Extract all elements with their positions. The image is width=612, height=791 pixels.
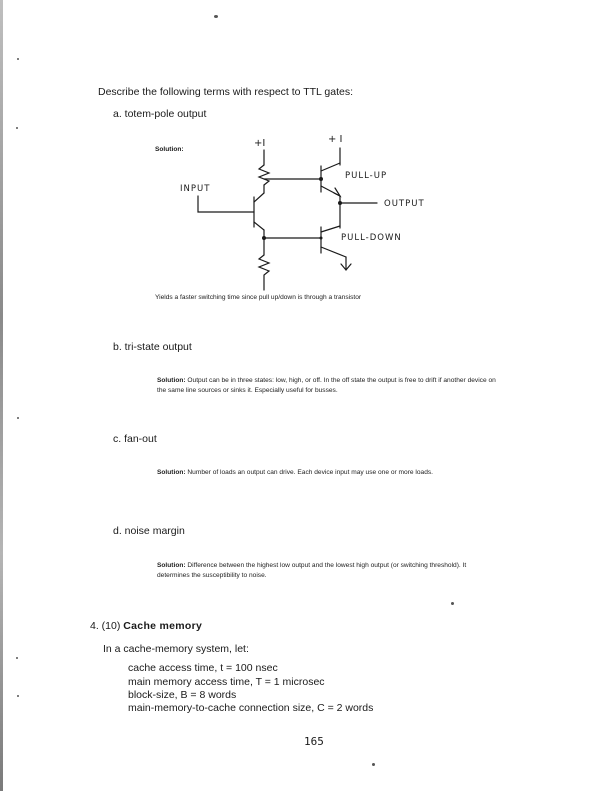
item-b-solution-label: Solution: xyxy=(157,377,186,384)
scan-speck xyxy=(372,763,375,766)
scan-speck xyxy=(17,695,19,697)
item-d-solution xyxy=(157,561,497,580)
left-resistor xyxy=(259,165,269,185)
supply-left-label: +I xyxy=(254,138,266,149)
variable-line: cache access time, t = 100 nsec xyxy=(128,662,278,674)
input-emitter xyxy=(254,222,264,230)
output-label: OUTPUT xyxy=(384,199,425,209)
junction-dot xyxy=(319,177,323,181)
variable-line: main memory access time, T = 1 microsec xyxy=(128,676,325,688)
section-4-intro: In a cache-memory system, let: xyxy=(103,643,249,655)
item-d-solution-label: Solution: xyxy=(157,562,186,569)
variable-line: block-size, B = 8 words xyxy=(128,689,237,701)
scan-speck xyxy=(17,417,19,419)
pull-up-emitter-arrow xyxy=(334,188,340,196)
item-a-title: a. totem-pole output xyxy=(113,108,207,120)
page-number: 165 xyxy=(304,735,324,748)
junction-dot xyxy=(338,201,342,205)
question-intro: Describe the following terms with respect to TTL gates: xyxy=(98,86,354,98)
pull-down-emitter xyxy=(321,247,346,257)
item-b-solution-text: Output can be in three states: low, high, or off. In the off state the output is free to drift if another device on the same line sources or sinks it. Especially useful for busses. xyxy=(157,377,496,394)
item-d-title: d. noise margin xyxy=(113,525,185,537)
pull-down-label: PULL-DOWN xyxy=(341,233,402,243)
scan-speck xyxy=(16,657,18,659)
section-4-title: Cache memory xyxy=(123,620,203,632)
item-b-title: b. tri-state output xyxy=(113,341,192,353)
item-b-solution xyxy=(157,376,497,395)
pull-up-collector xyxy=(321,163,340,171)
input-label: INPUT xyxy=(180,184,211,194)
pull-down-collector xyxy=(321,226,340,232)
item-c-solution-label: Solution: xyxy=(157,469,186,476)
scan-speck xyxy=(451,602,454,605)
section-4-number: 4. (10) xyxy=(90,620,121,632)
junction-dot xyxy=(320,237,323,240)
pull-up-label: PULL-UP xyxy=(345,171,388,181)
item-d-solution-text: Difference between the highest low output and the lowest high output (or switching threshold). It determines the susceptibility to noise. xyxy=(157,562,467,579)
item-c-solution-text: Number of loads an output can drive. Each device input may use one or more loads. xyxy=(187,469,433,476)
variable-line: main-memory-to-cache connection size, C = 2 words xyxy=(128,702,374,714)
input-collector xyxy=(254,193,264,202)
item-c-title: c. fan-out xyxy=(113,433,157,445)
input-wire xyxy=(198,196,254,212)
section-4-heading xyxy=(90,620,202,632)
supply-right-label: + I xyxy=(328,134,343,145)
item-c-solution xyxy=(157,468,497,478)
junction-dot xyxy=(262,236,266,240)
totem-pole-circuit-diagram xyxy=(0,0,612,320)
bottom-resistor xyxy=(259,255,269,290)
item-a-solution-label: Solution: xyxy=(155,146,184,153)
item-a-caption: Yields a faster switching time since pull up/down is through a transistor xyxy=(155,294,362,301)
